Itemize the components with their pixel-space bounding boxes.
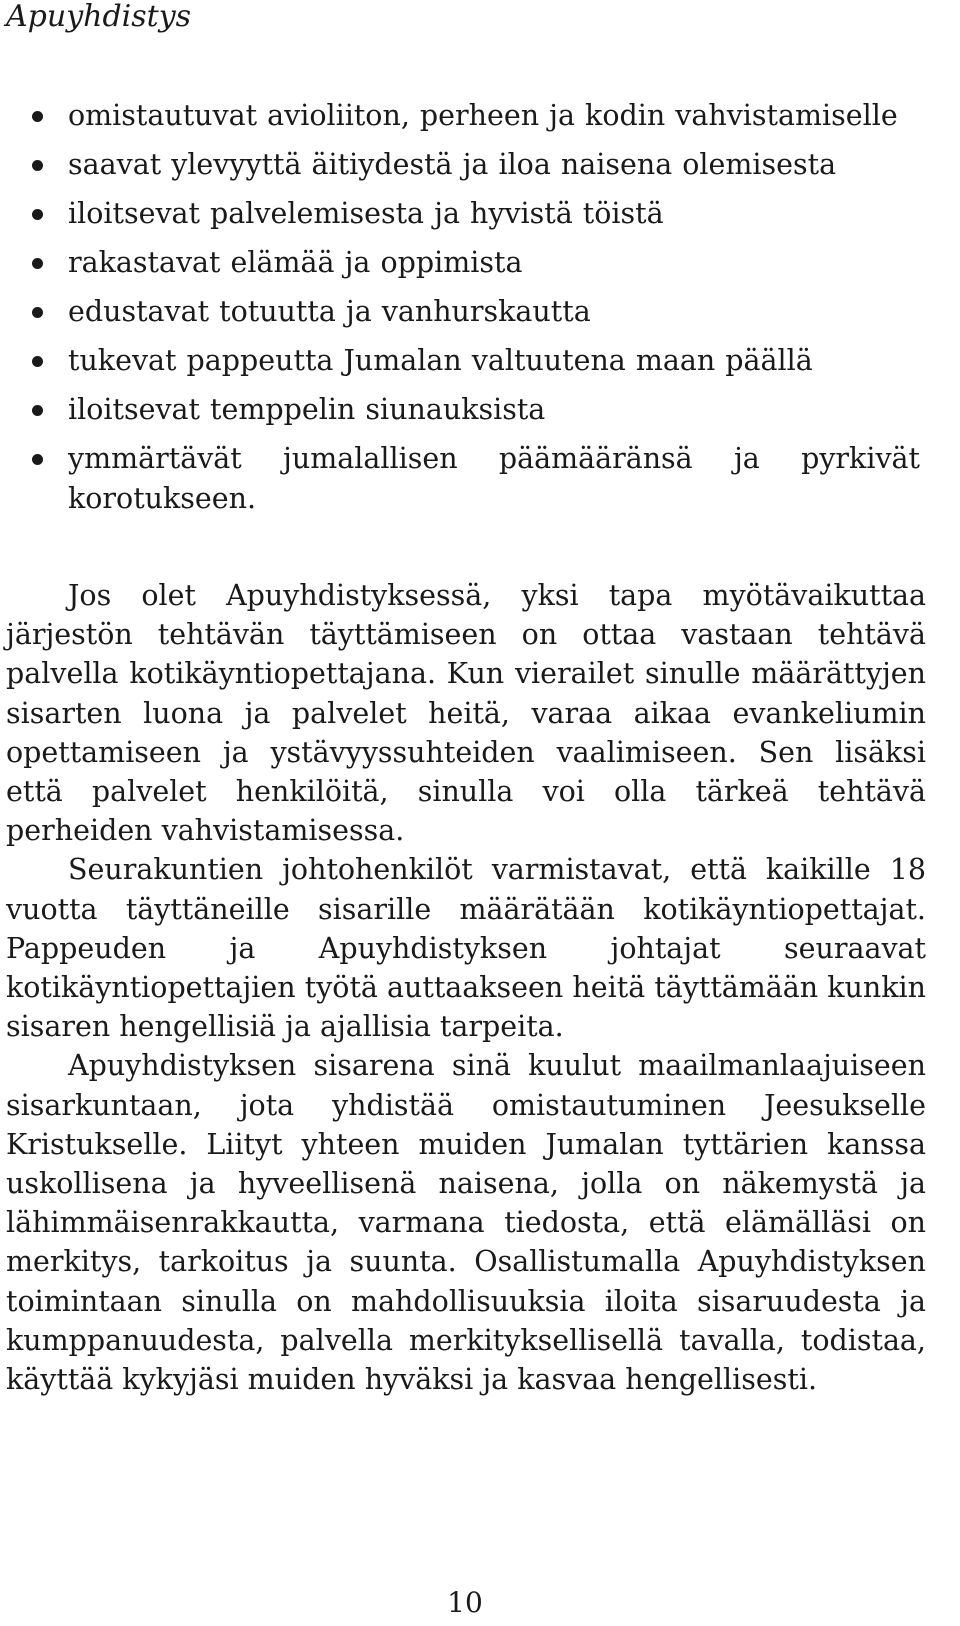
bullet-icon: [32, 209, 43, 220]
list-item-text: iloitsevat palvelemisesta ja hyvistä töistä: [68, 197, 664, 230]
list-item: [30, 439, 920, 519]
list-item: [30, 243, 920, 283]
list-item: [30, 194, 920, 234]
list-item-text: tukevat pappeutta Jumalan valtuutena maan päällä: [68, 344, 813, 377]
bullet-icon: [32, 111, 43, 122]
bullet-icon: [32, 356, 43, 367]
list-item: [30, 145, 920, 185]
running-header: Apuyhdistys: [6, 0, 192, 34]
bullet-icon: [32, 454, 43, 465]
body-text: [6, 576, 926, 1399]
list-item-text: iloitsevat temppelin siunauksista: [68, 393, 546, 426]
list-item-text: edustavat totuutta ja vanhurskautta: [68, 295, 591, 328]
list-item-text: omistautuvat avioliiton, perheen ja kodin vahvistamiselle: [68, 99, 898, 132]
paragraph-home-teaching: Jos olet Apuyhdistyksessä, yksi tapa myötävaikuttaa järjestön tehtävän täyttämiseen on ottaa vastaan tehtävä palvella kotikäyntiopettajana. Kun vierailet sinulle määrättyjen sisarten luona ja palvelet heitä, varaa aikaa evankeliumin opettamiseen ja ystävyyssuhteiden vaalimiseen. Sen lisäksi että palvelet henkilöitä, sinulla voi olla tärkeä tehtävä perheiden vahvistamisessa.: [6, 579, 926, 848]
list-item: [30, 341, 920, 381]
list-item: [30, 390, 920, 430]
paragraph-leaders: Seurakuntien johtohenkilöt varmistavat, että kaikille 18 vuotta täyttäneille sisarille määrätään kotikäyntiopettajat. Pappeuden ja Apuyhdistyksen johtajat seuraavat kotikäyntiopettajien työtä auttaakseen heitä täyttämään kunkin sisaren hengellisiä ja ajallisia tarpeita.: [6, 853, 926, 1044]
page-number: 10: [447, 1586, 483, 1619]
bullet-icon: [32, 307, 43, 318]
list-item: [30, 292, 920, 332]
paragraph-sisterhood: Apuyhdistyksen sisarena sinä kuulut maailmanlaajuiseen sisarkuntaan, jota yhdistää omistautuminen Jeesukselle Kristukselle. Liityt yhteen muiden Jumalan tyttärien kanssa uskollisena ja hyveellisenä naisena, jolla on näkemystä ja lähimmäisenrakkautta, varmana tiedosta, että elämälläsi on merkitys, tarkoitus ja suunta. Osallistumalla Apuyhdistyksen toimintaan sinulla on mahdollisuuksia iloita sisaruudesta ja kumppanuudesta, palvella merkityksellisellä tavalla, todistaa, käyttää kykyjäsi muiden hyväksi ja kasvaa hengellisesti.: [6, 1049, 926, 1397]
bullet-list: [30, 96, 920, 528]
bullet-icon: [32, 405, 43, 416]
list-item-text: rakastavat elämää ja oppimista: [68, 246, 523, 279]
list-item-text: ymmärtävät jumalallisen päämääränsä ja pyrkivät korotukseen.: [68, 442, 920, 515]
bullet-icon: [32, 160, 43, 171]
list-item-text: saavat ylevyyttä äitiydestä ja iloa naisena olemisesta: [68, 148, 837, 181]
bullet-icon: [32, 258, 43, 269]
list-item: [30, 96, 920, 136]
